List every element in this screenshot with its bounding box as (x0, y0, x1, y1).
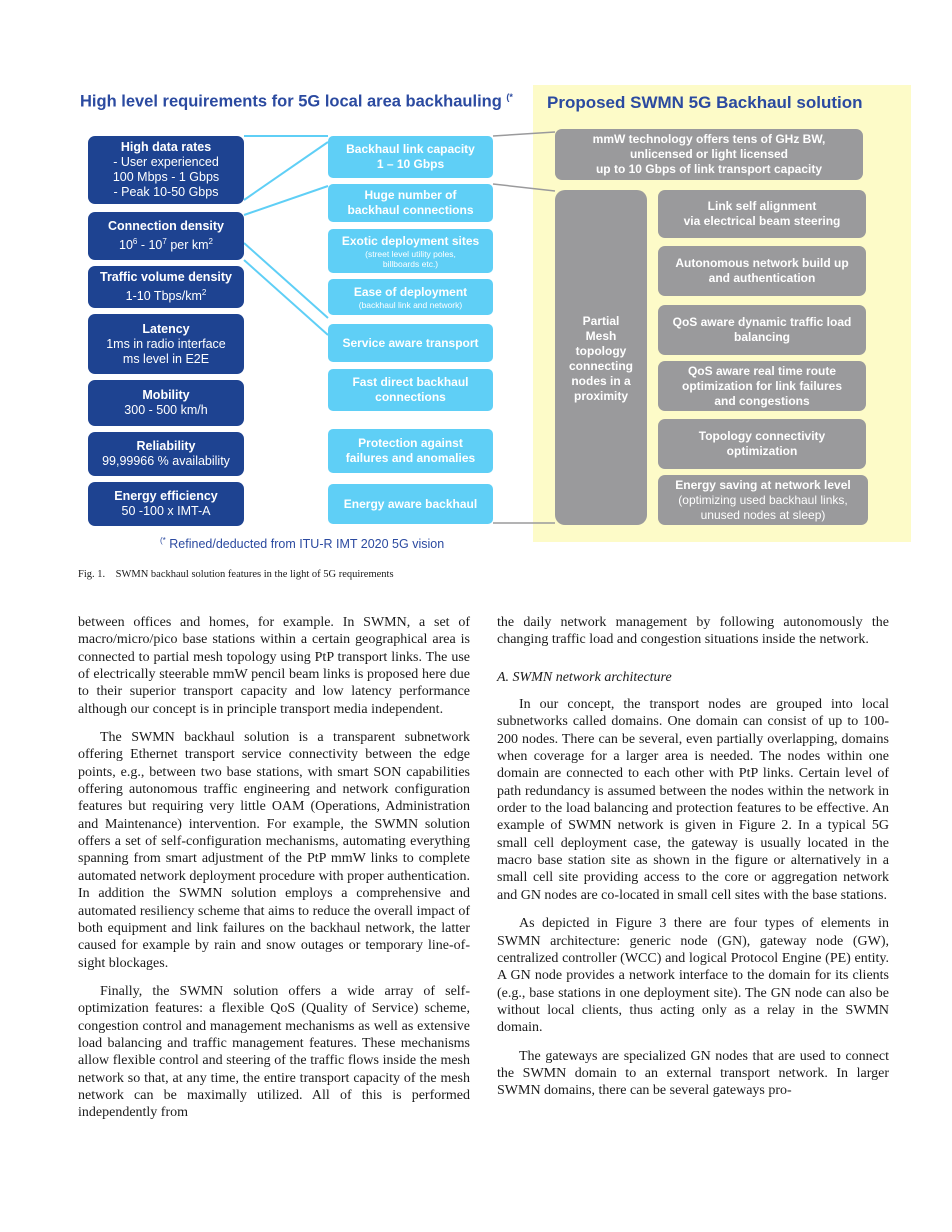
paragraph: In our concept, the transport nodes are grouped into local subnetworks called domains. One domain can consist of up to 100-200 nodes. There can be several, even partially overlapping, domains when coverage for a larger area is needed. The nodes within one domain are connected to each other with PtP links. Certain level of path redundancy is assumed between the nodes within the network in order to the load balancing and protection features to be effective. An example of SWMN network is given in Figure 2. In a typical 5G small cell deployment case, the gateway is usually located in the macro base station site as shown in the figure or alternatively in a small cell site providing access to the core or aggregation network and GN nodes are co-located in small cell sites with the base stations. (497, 697, 889, 903)
left-column (78, 614, 470, 1133)
requirement-reliability: Reliability 99,99966 % availability (88, 432, 244, 476)
solution-qos-route-optimization: QoS aware real time route optimization for link failures and congestions (658, 361, 866, 411)
paragraph: The SWMN backhaul solution is a transparent subnetwork offering Ethernet transport service connectivity between the edge points, e.g., between two base stations, with smart SON capabilities offering autonomous traffic engineering and network configuration features but requiring very little OAM (Operations, Administration and Maintenance) intervention. For example, the SWMN solution offers a set of self-configuration mechanisms, automating everything spanning from smart adjustment of the PtP mmW links to complete automated network deployment procedure with proper authentication. In addition the SWMN solution employs a comprehensive and automated resiliency scheme that aims to reduce the overall impact of both equipment and link failures on the backhaul network, the latter caused for example by rain and snow outages or temporary line-of-sight blockages. (78, 730, 470, 971)
requirement-high-data-rates: High data rates - User experienced 100 Mbps - 1 Gbps - Peak 10-50 Gbps (88, 136, 244, 204)
backhaul-fast-direct-connections: Fast direct backhaul connections (328, 369, 493, 411)
solution-partial-mesh: Partial Mesh topology connecting nodes in a proximity (555, 190, 647, 525)
solution-energy-saving: Energy saving at network level (optimizing used backhaul links, unused nodes at sleep) (658, 475, 868, 525)
solution-topology-optimization: Topology connectivity optimization (658, 419, 866, 469)
solution-qos-load-balancing: QoS aware dynamic traffic load balancing (658, 305, 866, 355)
figure-caption: Fig. 1. SWMN backhaul solution features in the light of 5G requirements (78, 569, 394, 580)
section-heading: A. SWMN network architecture (497, 669, 672, 685)
backhaul-exotic-deployment-sites: Exotic deployment sites (street level utility poles, billboards etc.) (328, 229, 493, 273)
right-column (497, 614, 889, 1111)
requirement-latency: Latency 1ms in radio interface ms level in E2E (88, 314, 244, 374)
paragraph: As depicted in Figure 3 there are four types of elements in SWMN architecture: generic node (GN), gateway node (GW), centralized controller (WCC) and logical Protocol Engine (PE) entity. A GN node provides a network interface to the domain for its clients (e.g., base stations in one deployment site). The GN node can also be without local clients, thus acting only as a relay in the SWMN domain. (497, 916, 889, 1036)
requirement-connection-density: Connection density $10^6 - 10^7$ per $km^2$ (88, 212, 244, 260)
requirement-backhaul-connectors (244, 136, 328, 335)
paragraph: between offices and homes, for example. In SWMN, a set of macro/micro/pico base stations within a certain geographical area is connected to partial mesh topology using PtP transport links. The use of electrically steerable mmW pencil beam links is proposed here due to their superior transport capacity and low latency performance although our concept is in principle transport media independent. (78, 615, 470, 717)
solution-title: Proposed SWMN 5G Backhaul solution (547, 93, 863, 112)
backhaul-huge-number-connections: Huge number of backhaul connections (328, 184, 493, 222)
solution-link-self-alignment: Link self alignment via electrical beam steering (658, 190, 866, 238)
paragraph: the daily network management by following autonomously the changing traffic load and congestion situations inside the network. (497, 615, 889, 648)
backhaul-link-capacity: Backhaul link capacity 1 – 10 Gbps (328, 136, 493, 178)
requirement-mobility: Mobility 300 - 500 km/h (88, 380, 244, 426)
backhaul-ease-of-deployment: Ease of deployment (backhaul link and network) (328, 279, 493, 315)
backhaul-protection-against-failures: Protection against failures and anomalies (328, 429, 493, 473)
solution-mmw-technology: mmW technology offers tens of GHz BW, unlicensed or light licensed up to 10 Gbps of link transport capacity (555, 129, 863, 180)
requirements-title: High level requirements for 5G local area backhauling (* (80, 92, 513, 111)
requirement-traffic-volume-density: Traffic volume density 1-10 Tbps/$km^2$ (88, 266, 244, 308)
backhaul-energy-aware: Energy aware backhaul (328, 484, 493, 524)
requirement-energy-efficiency: Energy efficiency 50 -100 x IMT-A (88, 482, 244, 526)
paragraph: Finally, the SWMN solution offers a wide array of self-optimization features: a flexible QoS (Quality of Service) scheme, congestion control and management mechanisms as well as extensive load balancing and traffic management features. These mechanisms allow flexible control and steering of the traffic flows inside the mesh network so that, at any time, the entire transport capacity of the mesh network can be maximally utilized. All of this is performed independently from (78, 983, 470, 1121)
backhaul-service-aware-transport: Service aware transport (328, 324, 493, 362)
paragraph: The gateways are specialized GN nodes that are used to connect the SWMN domain to an external transport network. In larger SWMN domains, there can be several gateways pro- (497, 1048, 889, 1099)
figure-footnote: (* Refined/deducted from ITU-R IMT 2020 5G vision (160, 536, 445, 552)
solution-autonomous-network-build: Autonomous network build up and authentication (658, 246, 866, 296)
